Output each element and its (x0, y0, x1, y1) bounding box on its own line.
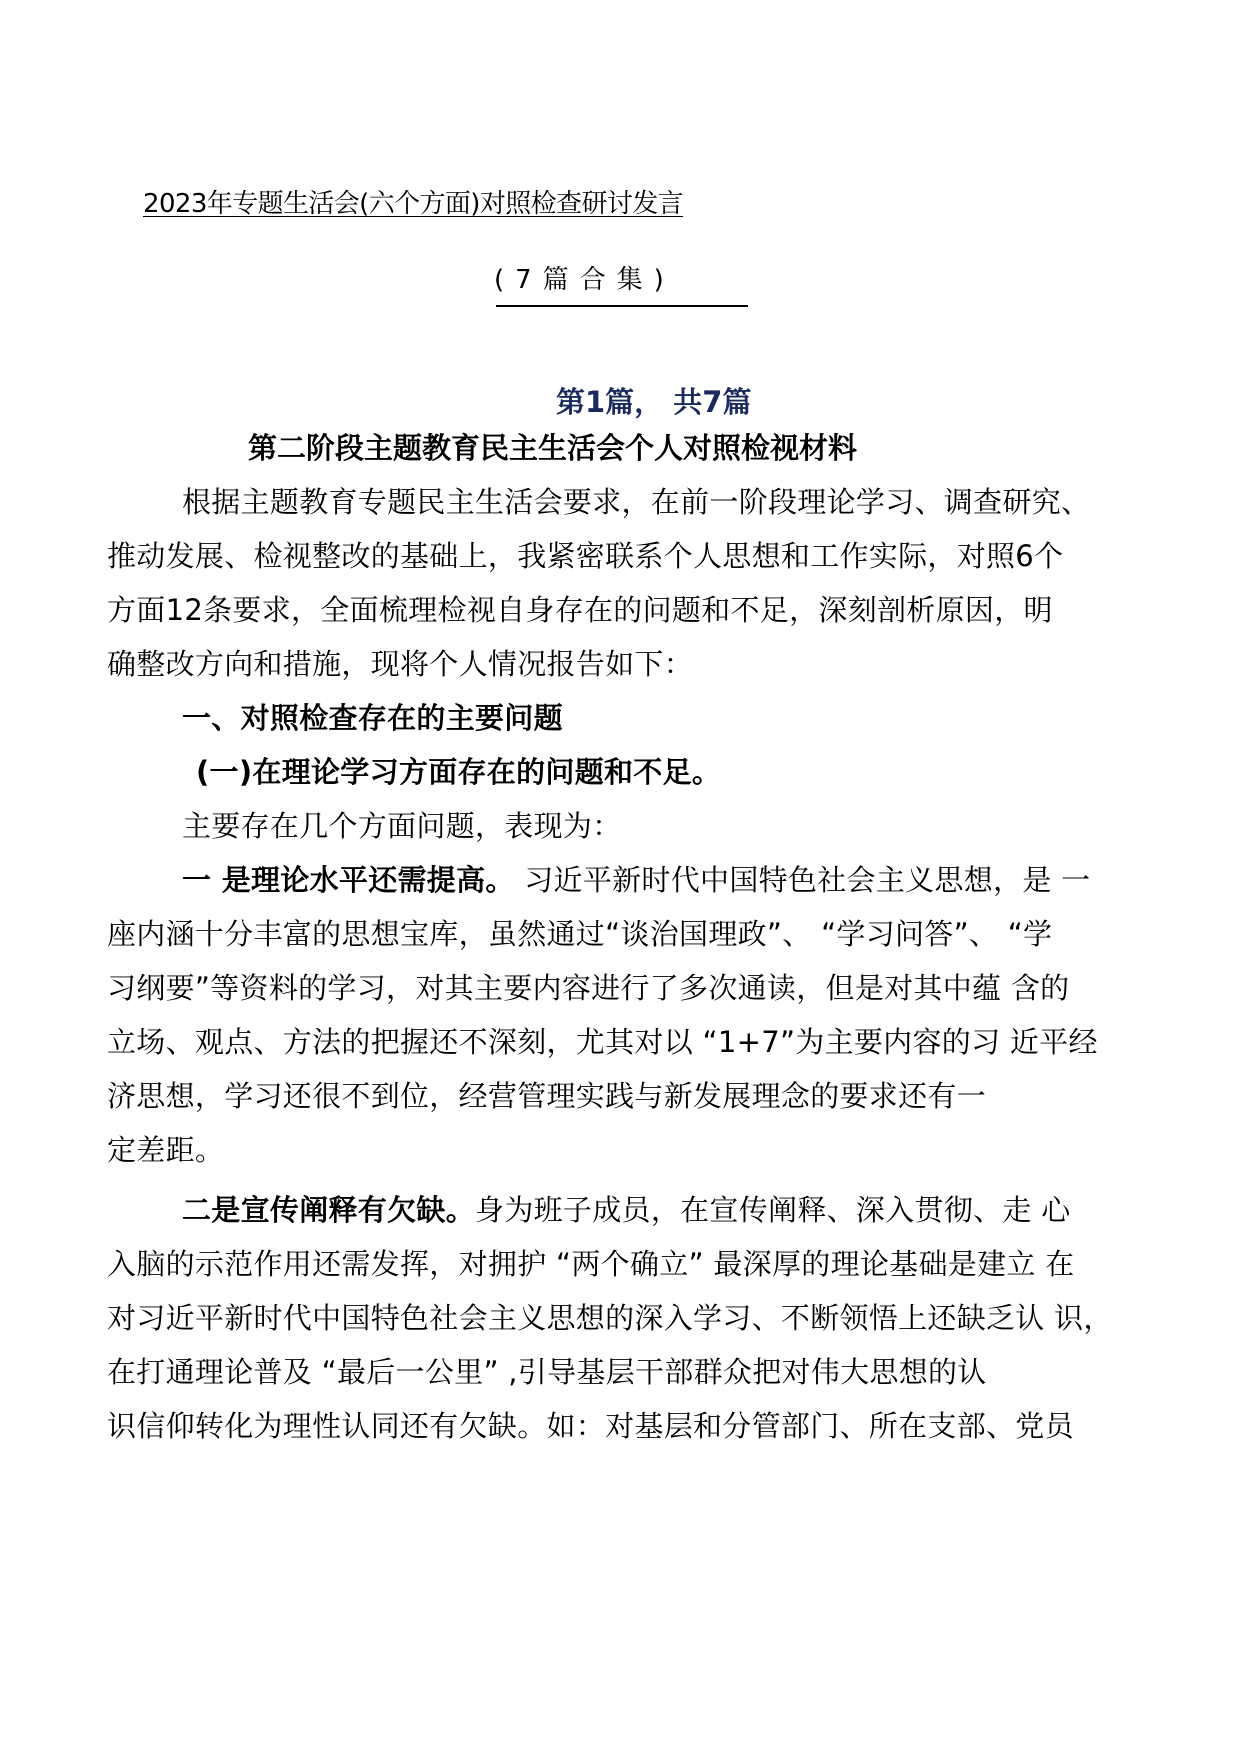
point-2-first-line (182, 1190, 1071, 1230)
subsection-heading: (一)在理论学习方面存在的问题和不足。 (196, 755, 722, 789)
section-heading: 一、对照检查存在的主要问题 (182, 701, 563, 735)
document-heading: 第二阶段主题教育民主生活会个人对照检视材料 (248, 431, 858, 465)
document-title: 2023年专题生活会(六个方面)对照检查研讨发言 (143, 189, 684, 219)
subtitle-underline (496, 305, 748, 307)
point-1-line: 立场、观点、方法的把握还不深刻，尤其对以 “1+7”为主要内容的习 近平经 (107, 1025, 1098, 1059)
point-1-line: 济思想，学习还很不到位，经营管理实践与新发展理念的要求还有一 (107, 1079, 987, 1113)
document-subtitle: (7篇合集) (494, 265, 675, 295)
point-1-line: 定差距。 (107, 1133, 225, 1167)
point-1-heading: 一 是理论水平还需提高。 (182, 863, 515, 897)
point-1-line: 座内涵十分丰富的思想宝库，虽然通过“谈治国理政”、 “学习问答”、 “学 (107, 917, 1053, 951)
subsection-lead: 主要存在几个方面问题，表现为： (182, 809, 622, 843)
intro-line: 确整改方向和措施，现将个人情况报告如下： (107, 647, 694, 681)
point-1-first-line (182, 860, 1090, 900)
part-heading: 第1篇， 共7篇 (556, 385, 752, 419)
point-1-line: 习纲要”等资料的学习，对其主要内容进行了多次通读，但是对其中蕴 含的 (107, 971, 1070, 1005)
point-2-heading: 二是宣传阐释有欠缺。 (182, 1193, 476, 1227)
intro-line: 根据主题教育专题民主生活会要求，在前一阶段理论学习、调查研究、 (182, 485, 1091, 519)
point-2-line: 入脑的示范作用还需发挥，对拥护 “两个确立” 最深厚的理论基础是建立 在 (107, 1247, 1075, 1281)
point-2-text: 身为班子成员，在宣传阐释、深入贯彻、走 心 (475, 1193, 1071, 1227)
point-1-text: 习近平新时代中国特色社会主义思想，是 一 (514, 863, 1091, 897)
point-2-line: 在打通理论普及 “最后一公里” ,引导基层干部群众把对伟大思想的认 (107, 1355, 987, 1389)
point-2-line: 识信仰转化为理性认同还有欠缺。如：对基层和分管部门、所在支部、党员 (107, 1409, 1074, 1443)
point-2-line: 对习近平新时代中国特色社会主义思想的深入学习、不断领悟上还缺乏认 识， (107, 1301, 1113, 1335)
intro-line: 推动发展、检视整改的基础上，我紧密联系个人思想和工作实际，对照6个 (107, 539, 1064, 573)
intro-line: 方面12条要求，全面梳理检视自身存在的问题和不足，深刻剖析原因，明 (107, 593, 1053, 627)
